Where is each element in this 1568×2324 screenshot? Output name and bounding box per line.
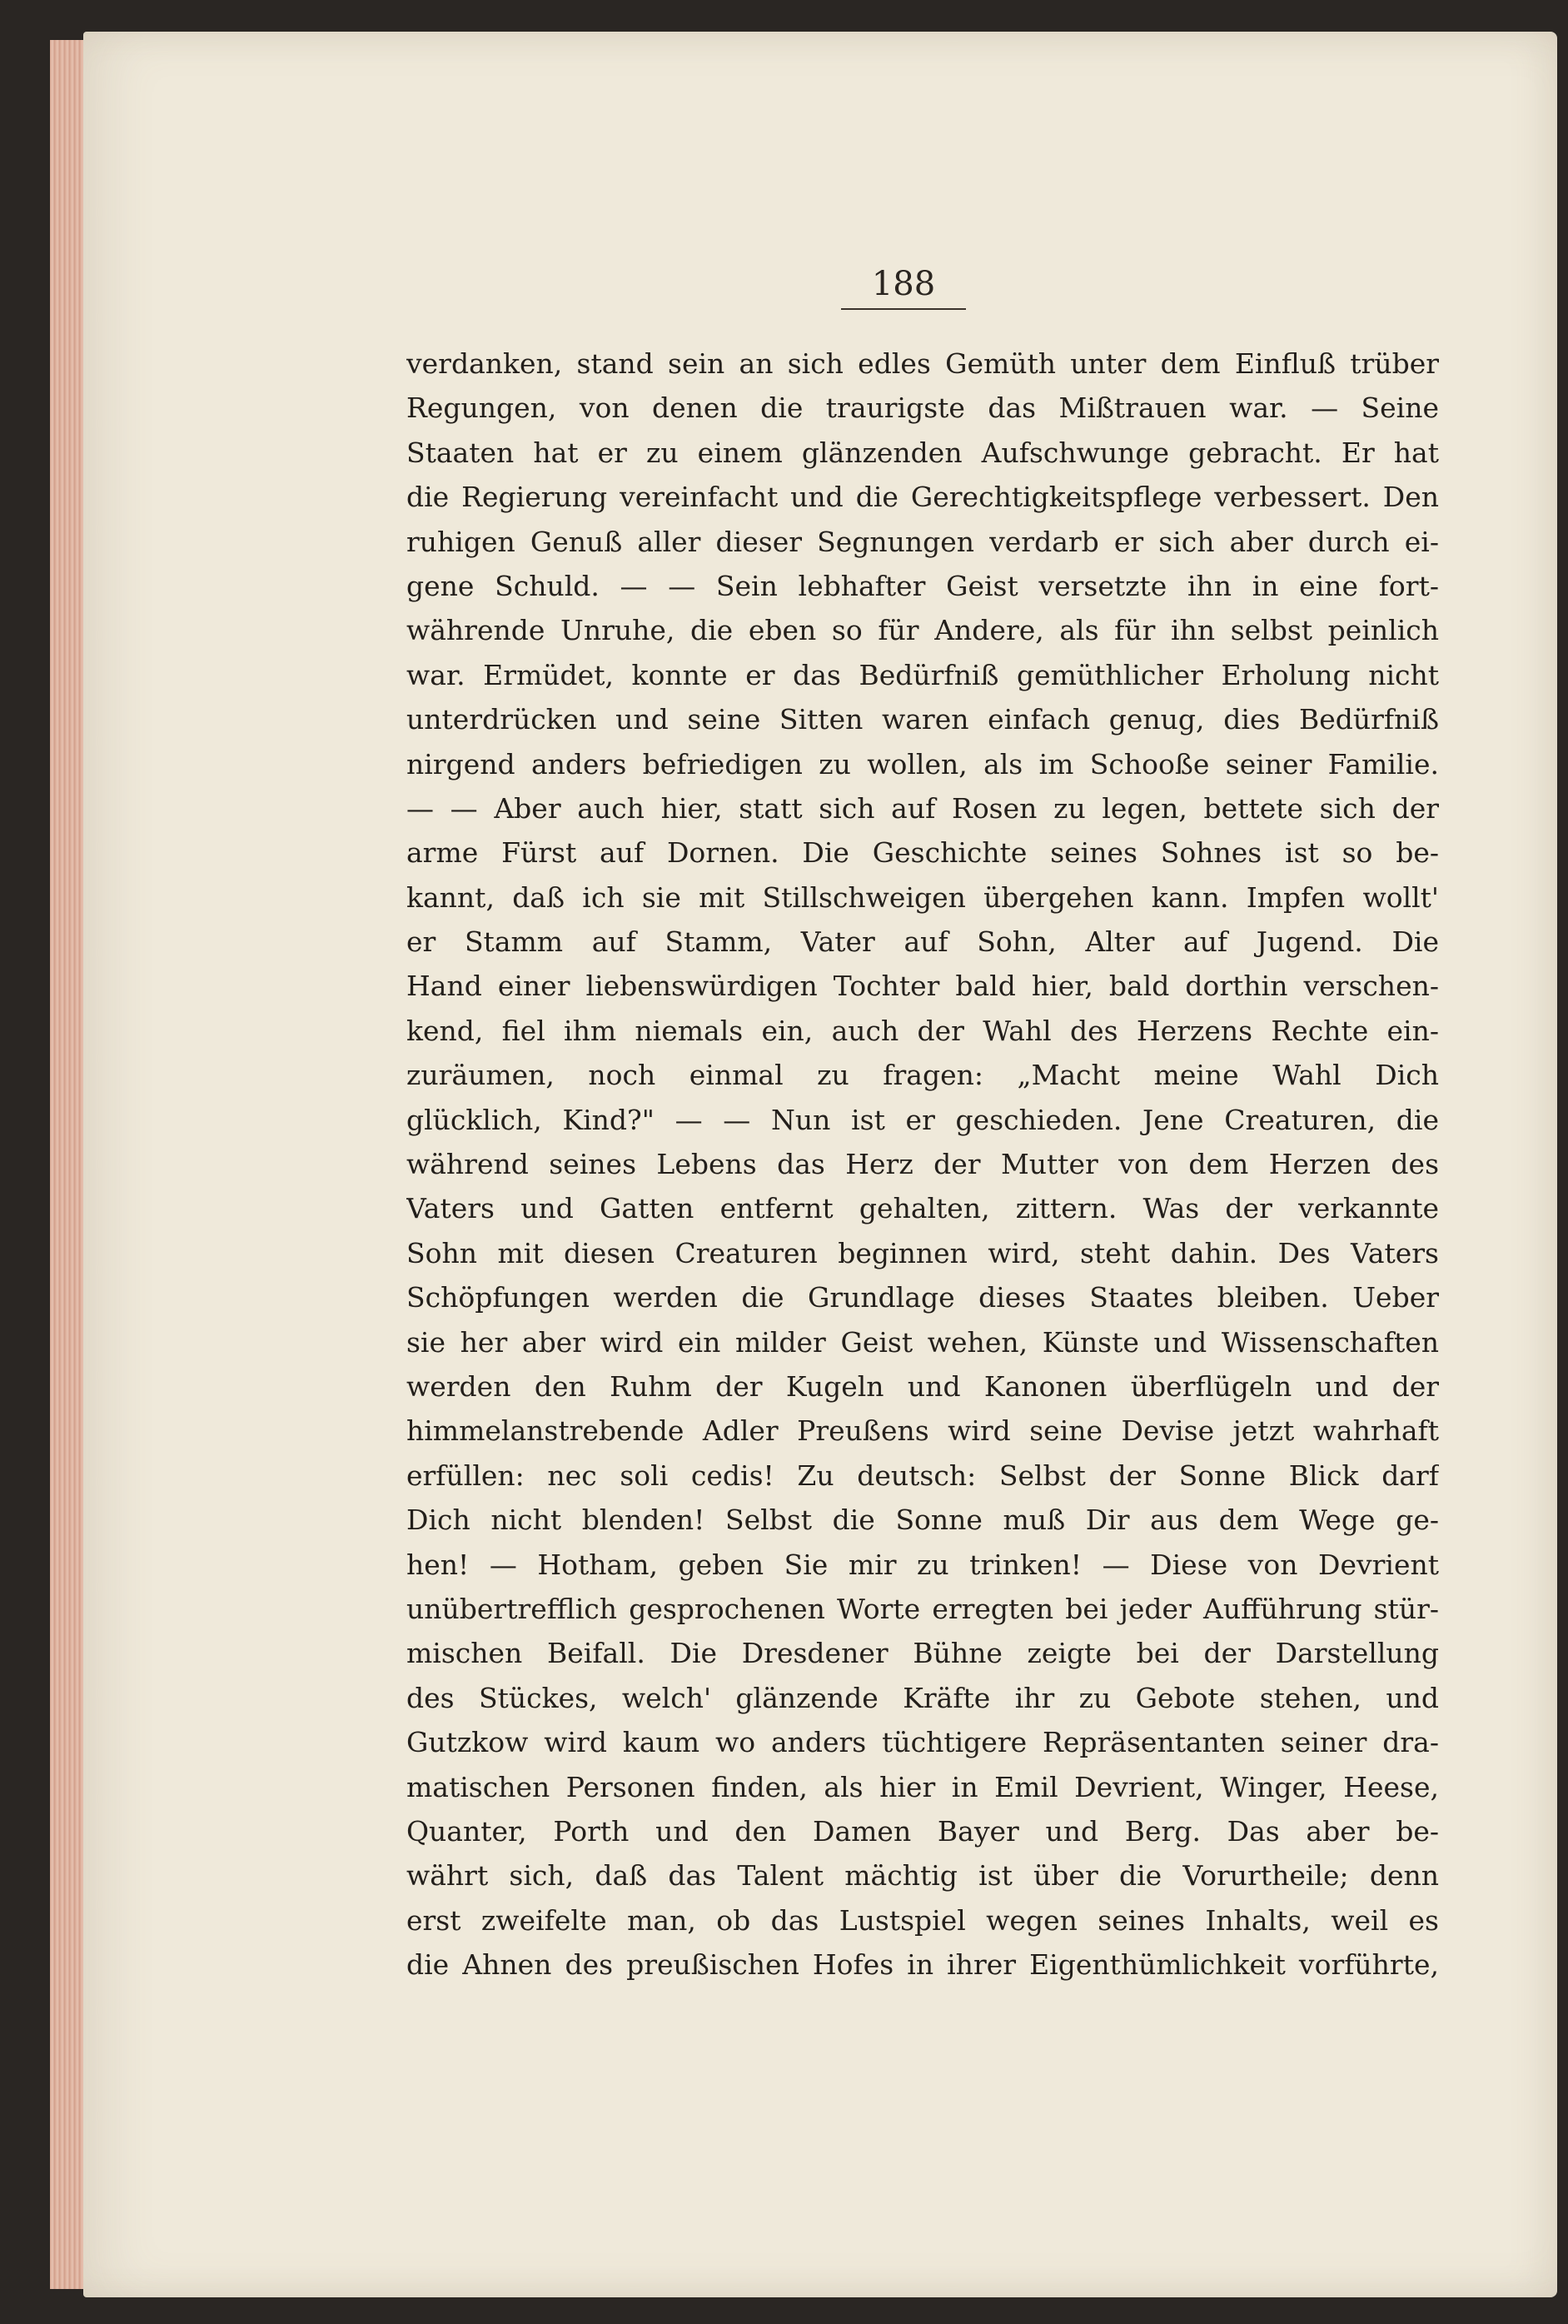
text-line: hen! — Hotham, geben Sie mir zu trinken! — Diese von Devrient <box>406 1548 1439 1581</box>
text-line: Regungen, von denen die traurigste das Mißtrauen war. — Seine <box>406 391 1439 425</box>
text-line: währende Unruhe, die eben so für Andere, als für ihn selbst peinlich <box>406 614 1439 647</box>
text-line: ruhigen Genuß aller dieser Segnungen verdarb er sich aber durch ei- <box>406 525 1439 558</box>
text-line: glücklich, Kind?" — — Nun ist er geschieden. Jene Creaturen, die <box>406 1103 1439 1136</box>
text-line: Sohn mit diesen Creaturen beginnen wird, steht dahin. Des Vaters <box>406 1236 1439 1269</box>
text-line: nirgend anders befriedigen zu wollen, als im Schooße seiner Familie. <box>406 747 1439 780</box>
text-line: die Ahnen des preußischen Hofes in ihrer Eigenthümlichkeit vorführte, <box>406 1948 1439 1982</box>
text-line: erst zweifelte man, ob das Lustspiel wegen seines Inhalts, weil es <box>406 1903 1439 1937</box>
text-line: mischen Beifall. Die Dresdener Bühne zeigte bei der Darstellung <box>406 1637 1439 1670</box>
text-line: verdanken, stand sein an sich edles Gemüth unter dem Einfluß trüber <box>406 347 1439 380</box>
text-line: die Regierung vereinfacht und die Gerechtigkeitspflege verbessert. Den <box>406 481 1439 514</box>
text-line: er Stamm auf Stamm, Vater auf Sohn, Alter auf Jugend. Die <box>406 925 1439 959</box>
text-line: Hand einer liebenswürdigen Tochter bald hier, bald dorthin verschen- <box>406 970 1439 1003</box>
text-line: währt sich, daß das Talent mächtig ist über die Vorurtheile; denn <box>406 1859 1439 1893</box>
text-line: Staaten hat er zu einem glänzenden Aufschwunge gebracht. Er hat <box>406 436 1439 469</box>
text-line: kannt, daß ich sie mit Stillschweigen übergehen kann. Impfen wollt' <box>406 880 1439 914</box>
text-line: kend, fiel ihm niemals ein, auch der Wahl des Herzens Rechte ein- <box>406 1014 1439 1047</box>
text-line: während seines Lebens das Herz der Mutter von dem Herzen des <box>406 1148 1439 1181</box>
text-line: erfüllen: nec soli cedis! Zu deutsch: Selbst der Sonne Blick darf <box>406 1459 1439 1492</box>
text-line: Quanter, Porth und den Damen Bayer und Berg. Das aber be- <box>406 1814 1439 1848</box>
page-number: 188 <box>841 265 966 310</box>
text-line: zuräumen, noch einmal zu fragen: „Macht meine Wahl Dich <box>406 1059 1439 1092</box>
text-line: — — Aber auch hier, statt sich auf Rosen zu legen, bettete sich der <box>406 791 1439 825</box>
text-line: war. Ermüdet, konnte er das Bedürfniß gemüthlicher Erholung nicht <box>406 658 1439 691</box>
text-line: matischen Personen finden, als hier in Emil Devrient, Winger, Heese, <box>406 1770 1439 1803</box>
text-line: unübertrefflich gesprochenen Worte erregten bei jeder Aufführung stür- <box>406 1592 1439 1625</box>
text-line: des Stückes, welch' glänzende Kräfte ihr zu Gebote stehen, und <box>406 1681 1439 1714</box>
text-line: Vaters und Gatten entfernt gehalten, zittern. Was der verkannte <box>406 1192 1439 1225</box>
text-line: Schöpfungen werden die Grundlage dieses Staates bleiben. Ueber <box>406 1281 1439 1314</box>
text-line: werden den Ruhm der Kugeln und Kanonen überflügeln und der <box>406 1369 1439 1403</box>
text-line: gene Schuld. — — Sein lebhafter Geist versetzte ihn in eine fort- <box>406 569 1439 602</box>
body-text <box>406 342 1439 1987</box>
text-line: sie her aber wird ein milder Geist wehen, Künste und Wissenschaften <box>406 1325 1439 1359</box>
text-line: himmelanstrebende Adler Preußens wird seine Devise jetzt wahrhaft <box>406 1414 1439 1448</box>
text-line: unterdrücken und seine Sitten waren einfach genug, dies Bedürfniß <box>406 703 1439 736</box>
text-line: Gutzkow wird kaum wo anders tüchtigere Repräsentanten seiner dra- <box>406 1726 1439 1759</box>
text-line: arme Fürst auf Dornen. Die Geschichte seines Sohnes ist so be- <box>406 836 1439 870</box>
text-line: Dich nicht blenden! Selbst die Sonne muß Dir aus dem Wege ge- <box>406 1504 1439 1537</box>
